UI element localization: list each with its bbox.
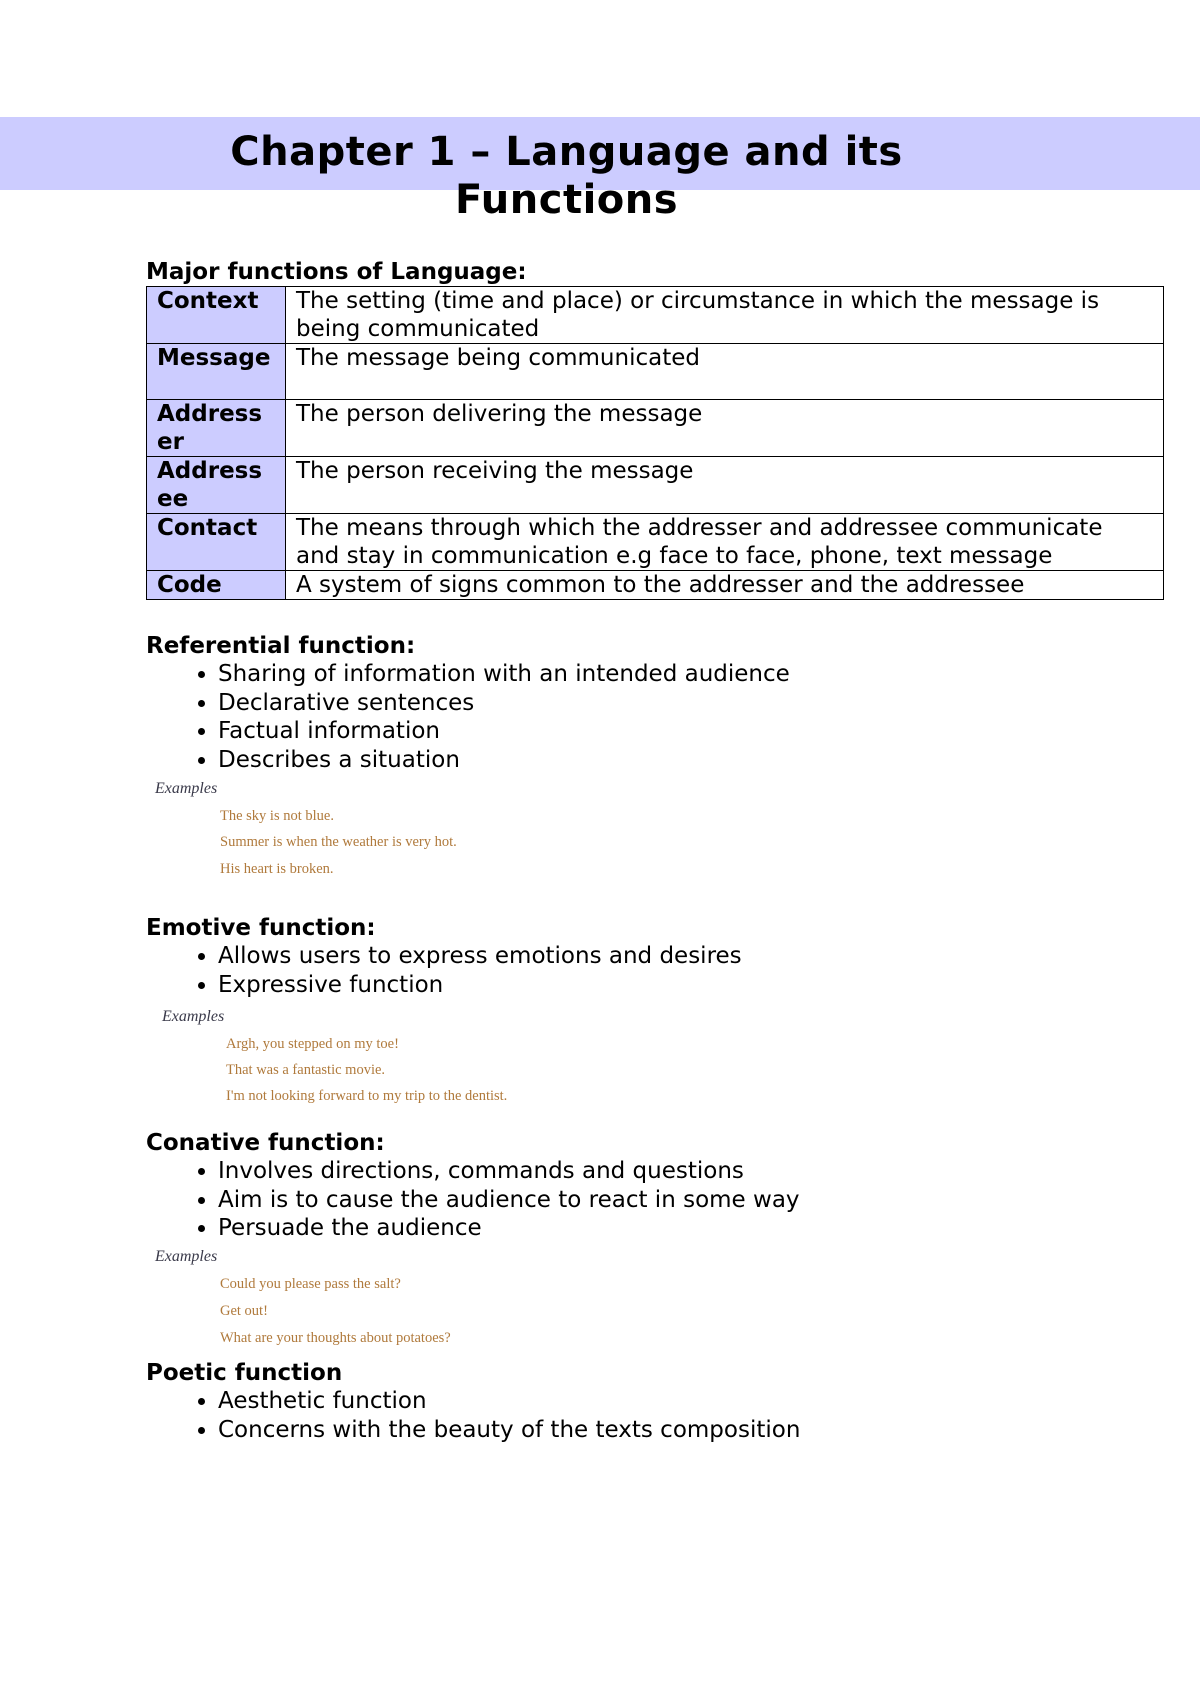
list-item: • Describes a situation xyxy=(218,746,790,775)
table-definition: The person delivering the message xyxy=(286,400,1164,457)
table-term: Message xyxy=(147,344,286,400)
list-item: • Involves directions, commands and questions xyxy=(218,1157,800,1186)
example-line: Get out! xyxy=(220,1303,268,1319)
table-row xyxy=(147,400,1164,457)
table-definition: The person receiving the message xyxy=(286,457,1164,514)
list-item: • Sharing of information with an intended audience xyxy=(218,660,790,689)
example-line: Summer is when the weather is very hot. xyxy=(220,834,457,850)
list-item: • Factual information xyxy=(218,717,790,746)
table-row xyxy=(147,514,1164,571)
poetic-heading: Poetic function xyxy=(146,1360,343,1386)
example-line: What are your thoughts about potatoes? xyxy=(220,1330,451,1346)
table-row xyxy=(147,571,1164,600)
page-title xyxy=(0,128,1133,224)
list-item: • Persuade the audience xyxy=(218,1214,800,1243)
emotive-examples-label: Examples xyxy=(162,1008,225,1025)
table-term: Context xyxy=(147,287,286,344)
table-term: Contact xyxy=(147,514,286,571)
table-term: Addressee xyxy=(147,457,286,514)
emotive-heading: Emotive function: xyxy=(146,915,376,941)
list-item: • Expressive function xyxy=(218,971,742,1000)
example-line: The sky is not blue. xyxy=(220,808,334,824)
example-line: I'm not looking forward to my trip to the dentist. xyxy=(226,1088,508,1104)
list-item: • Declarative sentences xyxy=(218,689,790,718)
table-row xyxy=(147,457,1164,514)
emotive-list xyxy=(180,942,742,999)
table-row xyxy=(147,287,1164,344)
major-functions-heading: Major functions of Language: xyxy=(146,259,527,285)
conative-examples-label: Examples xyxy=(155,1248,218,1265)
example-line: His heart is broken. xyxy=(220,861,334,877)
list-item: • Allows users to express emotions and desires xyxy=(218,942,742,971)
title-line-2: Functions xyxy=(454,177,679,223)
referential-heading: Referential function: xyxy=(146,633,416,659)
referential-examples-label: Examples xyxy=(155,780,218,797)
example-line: Argh, you stepped on my toe! xyxy=(226,1036,399,1052)
referential-list xyxy=(180,660,790,774)
title-line-1: Chapter 1 – Language and its xyxy=(230,129,903,175)
list-item: • Concerns with the beauty of the texts composition xyxy=(218,1416,800,1445)
table-definition: The setting (time and place) or circumstance in which the message is being communicated xyxy=(286,287,1164,344)
example-line: Could you please pass the salt? xyxy=(220,1276,401,1292)
table-definition: The means through which the addresser and addressee communicate and stay in communication e.g face to face, phone, text message xyxy=(286,514,1164,571)
list-item: • Aim is to cause the audience to react in some way xyxy=(218,1186,800,1215)
table-definition: The message being communicated xyxy=(286,344,1164,400)
table-term: Code xyxy=(147,571,286,600)
poetic-list xyxy=(180,1387,800,1444)
list-item: • Aesthetic function xyxy=(218,1387,800,1416)
table-term: Addresser xyxy=(147,400,286,457)
example-line: That was a fantastic movie. xyxy=(226,1062,386,1078)
table-row xyxy=(147,344,1164,400)
conative-list xyxy=(180,1157,800,1243)
functions-table xyxy=(146,286,1164,600)
table-definition: A system of signs common to the addresser and the addressee xyxy=(286,571,1164,600)
conative-heading: Conative function: xyxy=(146,1130,385,1156)
